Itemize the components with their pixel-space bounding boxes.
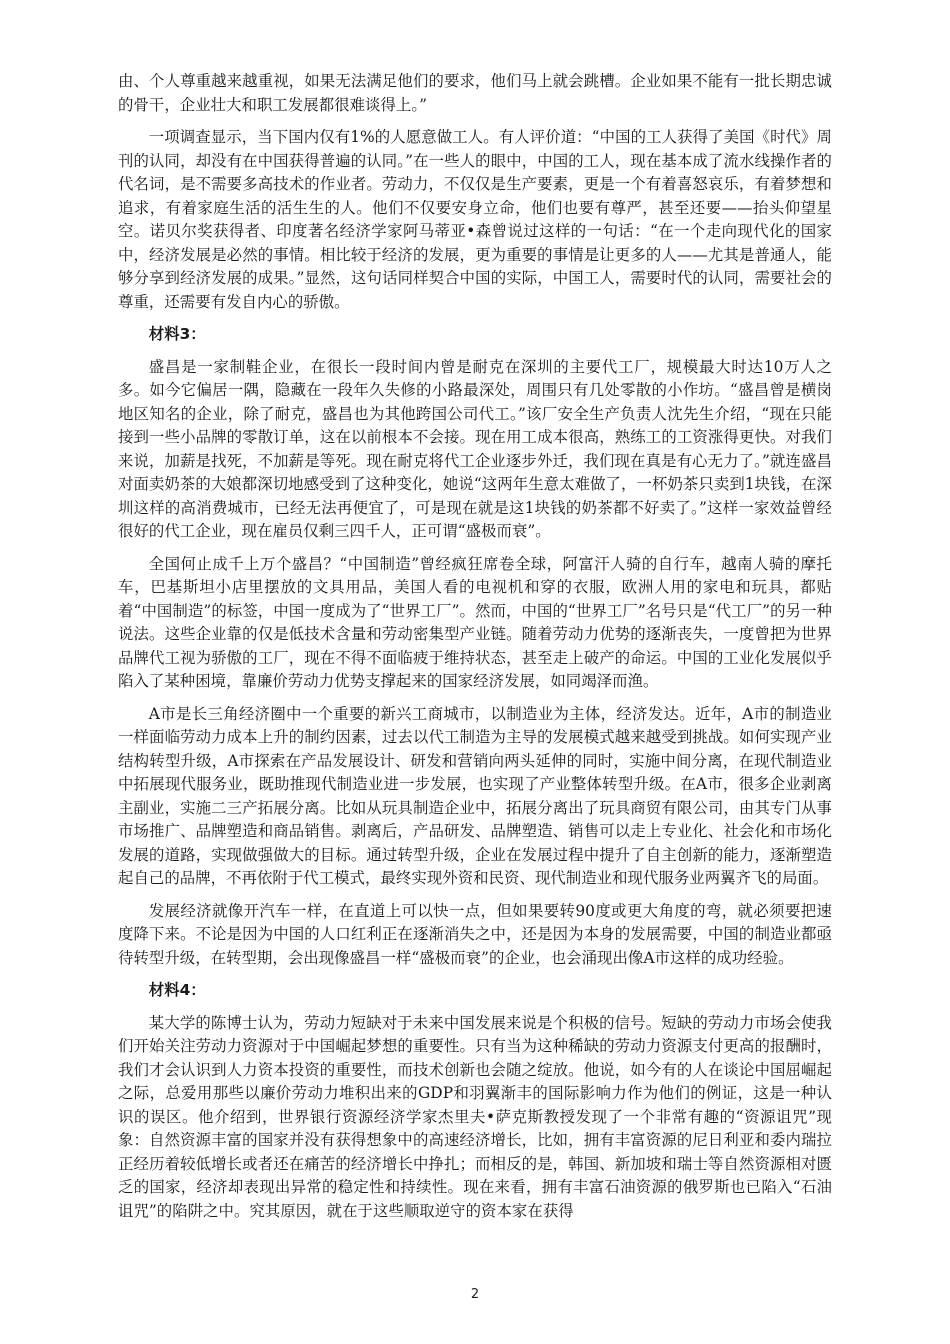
paragraph-made-in-china: 全国何止成千上万个盛昌？“中国制造”曾经疯狂席卷全球，阿富汗人骑的自行车，越南人骑的摩托车，巴基斯坦小店里摆放的文具用品，美国人看的电视机和穿的衣服，欧洲人用的家电和玩具，都贴着“中国制造”的标签，中国一度成为了“世界工厂”。然而，中国的“世界工厂”名号只是“代工厂”的另一种说法。这些企业靠的仅是低技术含量和劳动密集型产业链。随着劳动力优势的逐渐丧失，一度曾把为世界品牌代工视为骄傲的工厂，现在不得不面临疲于维持状态，甚至走上破产的命运。中国的工业化发展似乎陷入了某种困境，靠廉价劳动力优势支撑起来的国家经济发展，如同竭泽而渔。: [118, 554, 832, 690]
paragraph-shengchang: 盛昌是一家制鞋企业，在很长一段时间内曾是耐克在深圳的主要代工厂，规模最大时达10万人之多。如今它偏居一隅，隐藏在一段年久失修的小路最深处，周围只有几处零散的小作坊。“盛昌曾是横岗地区知名的企业，除了耐克，盛昌也为其他跨国公司代工。”该厂安全生产负责人沈先生介绍，“现在只能接到一些小品牌的零散订单，这在以前根本不会接。现在用工成本很高，熟练工的工资涨得更快。对我们来说，加薪是找死，不加薪是等死。现在耐克将代工企业逐步外迁，我们现在真是有心无力了。”就连盛昌对面卖奶茶的大娘都深切地感受到了这种变化，她说“这两年生意太难做了，一杯奶茶只卖到1块钱，在深圳这样的高消费城市，已经无法再便宜了，可是现在就是这1块钱的奶茶都不好卖了。”这样一家效益曾经很好的代工企业，现在雇员仅剩三四千人，正可谓“盛极而衰”。: [118, 357, 832, 540]
page-number: 2: [470, 1287, 480, 1302]
paragraph-city-a: A市是长三角经济圈中一个重要的新兴工商城市，以制造业为主体，经济发达。近年，A市的制造业一样面临劳动力成本上升的制约因素，过去以代工制造为主导的发展模式越来越受到挑战。如何实现产业结构转型升级，A市探索在产品发展设计、研发和营销向两头延伸的同时，实施中间分离，在现代制造业中拓展现代服务业，既助推现代制造业进一步发展，也实现了产业整体转型升级。在A市，很多企业剥离主副业，实施二三产拓展分离。比如从玩具制造企业中，拓展分离出了玩具商贸有限公司，由其专门从事市场推广、品牌塑造和商品销售。剥离后，产品研发、品牌塑造、销售可以走上专业化、社会化和市场化发展的道路，实现做强做大的目标。通过转型升级，企业在发展过程中提升了自主创新的能力，逐渐塑造起自己的品牌，不再依附于代工模式，最终实现外资和民资、现代制造业和现代服务业两翼齐飞的局面。: [118, 704, 832, 887]
section-heading-material-3: 材料3：: [148, 325, 206, 343]
paragraph-dr-chen: 某大学的陈博士认为，劳动力短缺对于未来中国发展来说是个积极的信号。短缺的劳动力市场会使我们开始关注劳动力资源对于中国崛起梦想的重要性。只有当为这种稀缺的劳动力资源支付更高的报酬时，我们才会认识到人力资本投资的重要性，而技术创新也会随之绽放。他说，如今有的人在谈论中国屈崛起之际，总爱用那些以廉价劳动力堆积出来的GDP和羽翼渐丰的国际影响力作为他们的例证，这是一种认识的误区。他介绍到，世界银行资源经济学家杰里夫•萨克斯教授发现了一个非常有趣的“资源诅咒”现象：自然资源丰富的国家并没有获得想象中的高速经济增长，比如，拥有丰富资源的尼日利亚和委内瑞拉正经历着较低增长或者还在痛苦的经济增长中挣扎；而相反的是，韩国、新加坡和瑞士等自然资源相对匮乏的国家，经济却表现出异常的稳定性和持续性。现在来看，拥有丰富石油资源的俄罗斯也已陷入“石油诅咒”的陷阱之中。究其原因，就在于这些顺取逆守的资本家在获得: [118, 1013, 832, 1220]
paragraph-survey: 一项调查显示，当下国内仅有1%的人愿意做工人。有人评价道：“中国的工人获得了美国《时代》周刊的认同，却没有在中国获得普遍的认同。”在一些人的眼中，中国的工人，现在基本成了流水线操作者的代名词，是不需要多高技术的作业者。劳动力，不仅仅是生产要素，更是一个有着喜怒哀乐，有着梦想和追求，有着家庭生活的活生生的人。他们不仅要安身立命，他们也要有尊严，甚至还要——抬头仰望星空。诺贝尔奖获得者、印度著名经济学家阿马蒂亚•森曾说过这样的一句话：“在一个走向现代化的国家中，经济发展是必然的事情。相比较于经济的发展，更为重要的事情是让更多的人——尤其是普通人，能够分享到经济发展的成果。”显然，这句话同样契合中国的实际，中国工人，需要时代的认同，需要社会的尊重，还需要有发自内心的骄傲。: [118, 128, 832, 311]
section-heading-material-4: 材料4：: [148, 981, 206, 999]
paragraph-continued: 由、个人尊重越来越重视，如果无法满足他们的要求，他们马上就会跳槽。企业如果不能有一批长期忠诚的骨干，企业壮大和职工发展都很难谈得上。”: [118, 72, 832, 114]
paragraph-driving-analogy: 发展经济就像开汽车一样，在直道上可以快一点，但如果要转90度或更大角度的弯，就必须要把速度降下来。不论是因为中国的人口红利正在逐渐消失之中，还是因为本身的发展需要，中国的制造业都亟待转型升级，在转型期，会出现像盛昌一样“盛极而衰”的企业，也会涌现出像A市这样的成功经验。: [118, 901, 832, 967]
